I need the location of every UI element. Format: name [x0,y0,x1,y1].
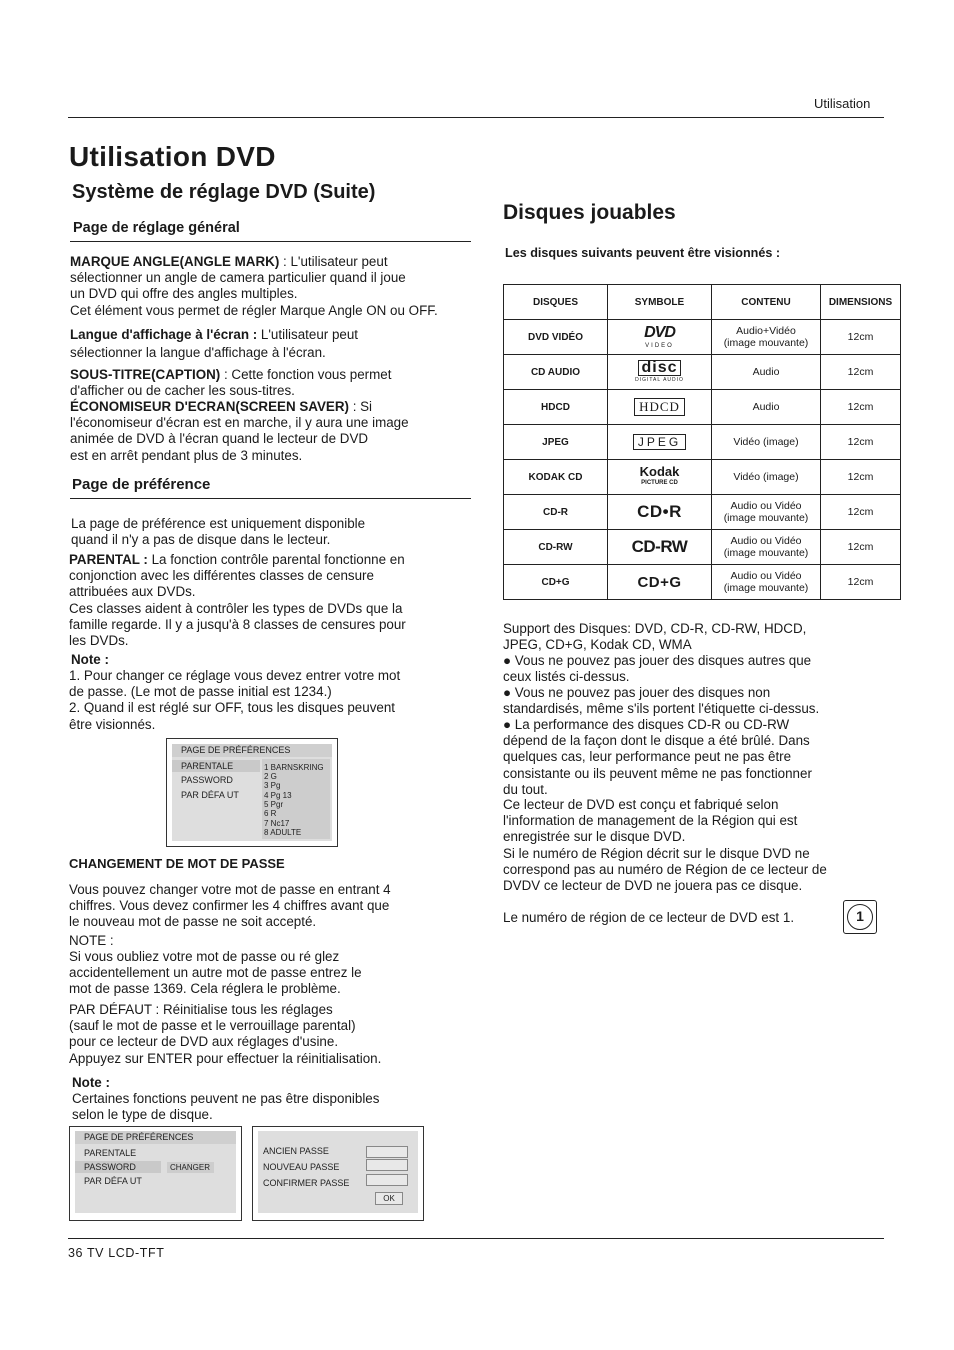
change-password-heading: CHANGEMENT DE MOT DE PASSE [69,856,285,871]
col-dimensions: DIMENSIONS [821,285,901,320]
disc-dimension: 12cm [821,355,901,390]
note3-label: Note : [72,1075,110,1090]
note3-text: Certaines fonctions peuvent ne pas être disponibles selon le type de disque. [72,1091,380,1123]
confirm-password-field[interactable] [366,1174,408,1186]
disc-name: JPEG [504,425,608,460]
preference-heading-rule [70,498,471,499]
table-row [504,565,901,600]
playable-discs-heading: Disques jouables [503,201,676,224]
menu2-title: PAGE DE PRÉFÉRENCES [84,1132,194,1142]
change-password-text: Vous pouvez changer votre mot de passe en entrant 4 chiffres. Vous devez confirmer les 4 chiffres avant que le nouveau mot de passe ne soit accepté. [69,882,391,930]
disc-table-header [504,285,901,320]
running-header: Utilisation [814,96,871,111]
default-text: PAR DÉFAUT : Réinitialise tous les réglages (sauf le mot de passe et le verrouillage parental) pour ce lecteur de DVD aux réglages d'usine. Appuyez sur ENTER pour effectuer la réinitialisation. [69,1002,382,1066]
menu1-option-6[interactable]: 6 R [264,809,277,818]
menu1-option-2[interactable]: 2 G [264,772,277,781]
sous-titre-paragraph [70,367,490,399]
parental-term: PARENTAL : [69,552,148,567]
disc-name: CD-R [504,495,608,530]
disc-content: Audio ou Vidéo (image mouvante) [712,495,821,530]
confirm-password-label: CONFIRMER PASSE [263,1178,350,1188]
new-password-label: NOUVEAU PASSE [263,1162,340,1172]
dvd-logo-icon: DVD VIDEO [608,320,712,355]
password-entry-screenshot [252,1126,424,1221]
sous-titre-term: SOUS-TITRE(CAPTION) [70,367,221,382]
supported-discs: Support des Disques: DVD, CD-R, CD-RW, HDCD, JPEG, CD+G, Kodak CD, WMA [503,621,807,653]
marque-angle-text: : L'utilisateur peut sélectionner un angle de camera particulier quand il joue un DVD qui offre des angles multiples. Cet élément vous permet de régler Marque Angle ON ou OFF. [70,254,438,318]
menu1-option-5[interactable]: 5 Pgr [264,800,284,809]
compact-disc-logo-icon: disc DIGITAL AUDIO [608,355,712,390]
note2-text: Si vous oubliez votre mot de passe ou ré glez accidentellement un autre mot de passe entrez le mot de passe 1369. Cela réglera le problème. [69,949,362,997]
disc-table [503,284,901,600]
header-rule [68,117,884,118]
password-menu-screenshot [69,1126,242,1221]
cd-r-logo-icon: CD•R [608,495,712,530]
jpeg-logo-icon: JPEG [608,425,712,460]
disc-dimension: 12cm [821,425,901,460]
disc-name: HDCD [504,390,608,425]
old-password-label: ANCIEN PASSE [263,1146,329,1156]
cd-g-logo-icon: CD+G [608,565,712,600]
table-row [504,425,901,460]
table-row [504,355,901,390]
parental-paragraph [69,552,489,649]
menu1-title: PAGE DE PRÉFÉRENCES [181,745,291,755]
disc-name: CD-RW [504,530,608,565]
menu2-item-parentale[interactable]: PARENTALE [84,1148,137,1158]
langue-term: Langue d'affichage à l'écran : [70,327,258,342]
region-number: 1 [856,908,864,924]
menu1-item-defaut[interactable]: PAR DÉFA UT [181,790,239,800]
disc-content: Audio ou Vidéo (image mouvante) [712,530,821,565]
disc-content: Audio+Vidéo (image mouvante) [712,320,821,355]
preference-intro: La page de préférence est uniquement disponible quand il n'y a pas de disque dans le lecteur. [71,516,366,548]
disc-dimension: 12cm [821,390,901,425]
disc-dimension: 12cm [821,495,901,530]
disc-content: Audio [712,390,821,425]
langue-text: L'utilisateur peut [257,327,359,342]
bullet-unsupported: ● Vous ne pouvez pas jouer des disques autres que ceux listés ci-dessus. [503,653,812,685]
hdcd-logo-icon: HDCD [608,390,712,425]
disc-content: Vidéo (image) [712,460,821,495]
cd-rw-logo-icon: CD-RW [608,530,712,565]
menu1-option-3[interactable]: 3 Pg [264,781,281,790]
table-row [504,390,901,425]
menu1-option-8[interactable]: 8 ADULTE [264,828,302,837]
table-row [504,495,901,530]
page-title: Utilisation DVD [69,141,276,172]
disc-name: DVD VIDÉO [504,320,608,355]
region-number-text: Le numéro de région de ce lecteur de DVD est 1. [503,910,795,925]
menu2-item-password[interactable]: PASSWORD [84,1162,136,1172]
page-footer: 36 TV LCD-TFT [68,1246,165,1260]
disc-name: CD AUDIO [504,355,608,390]
ok-button[interactable]: OK [375,1192,403,1205]
sous-titre-text: : Cette fonction vous permet d'afficher ou de cacher les sous-titres. [70,367,392,399]
bullet-cdr-performance: ● La performance des disques CD-R ou CD-RW dépend de la façon dont le disque a été brûlé. Dans quelques cas, leur performance peut ne pas être consistante ou ils peuvent même ne pas fonctionner du tout. [503,717,812,797]
screensaver-text: : Si l'économiseur d'écran est en marche, il y aura une image animée de DVD à l'écran quand le lecteur de DVD est en arrêt pendant plus de 3 minutes. [70,399,409,463]
general-heading-rule [70,241,471,242]
menu2-changer[interactable]: CHANGER [170,1163,211,1172]
screensaver-term: ÉCONOMISEUR D'ECRAN(SCREEN SAVER) [70,399,349,414]
disc-content: Audio ou Vidéo (image mouvante) [712,565,821,600]
old-password-field[interactable] [366,1146,408,1158]
region-management-text: Ce lecteur de DVD est conçu et fabriqué selon l'information de management de la Région qui est enregistrée sur le disque DVD. Si le numéro de Région décrit sur le disque DVD ne correspond pas au numéro de Région de ce lecteur de DVDV ce lecteur de DVD ne jouera pas ce disque. [503,797,827,894]
col-disques: DISQUES [504,285,608,320]
screensaver-paragraph [70,399,490,464]
table-row [504,460,901,495]
menu2-item-defaut[interactable]: PAR DÉFA UT [84,1176,142,1186]
disc-name: CD+G [504,565,608,600]
menu1-option-1[interactable]: 1 BARNSKRING [264,763,324,772]
note-label: Note : [71,652,109,667]
table-row [504,530,901,565]
preference-heading: Page de préférence [72,476,211,493]
disc-name: KODAK CD [504,460,608,495]
table-row [504,320,901,355]
marque-angle-term: MARQUE ANGLE(ANGLE MARK) [70,254,280,269]
note2-label: NOTE : [69,933,114,948]
disc-dimension: 12cm [821,530,901,565]
footer-rule [68,1238,884,1239]
region-globe-icon [843,900,877,934]
menu1-option-7[interactable]: 7 Nc17 [264,819,290,828]
general-heading: Page de réglage général [73,220,240,236]
note-text: 1. Pour changer ce réglage vous devez entrer votre mot de passe. (Le mot de passe initial est 1234.) 2. Quand il est réglé sur OFF, tous les disques peuvent être visionnés. [69,668,401,732]
langue-paragraph [70,327,490,343]
marque-angle-paragraph [70,254,500,319]
col-symbole: SYMBOLE [608,285,712,320]
page-subtitle: Système de réglage DVD (Suite) [72,181,376,203]
langue-text-2: sélectionner la langue d'affichage à l'écran. [70,345,326,360]
parental-text: La fonction contrôle parental fonctionne en conjonction avec les différentes classes de censure attribuées aux DVDs. Ces classes aident à contrôler les types de DVDs que la famille regarde. Il y a jusqu'à 8 classes de censures pour les DVDs. [69,552,406,649]
disc-content: Audio [712,355,821,390]
disc-dimension: 12cm [821,320,901,355]
parental-menu-screenshot [166,738,338,847]
menu1-item-parentale[interactable]: PARENTALE [181,761,234,771]
bullet-nonstandard: ● Vous ne pouvez pas jouer des disques non standardisés, même s'ils portent l'étiquette ci-dessus. [503,685,820,717]
new-password-field[interactable] [366,1159,408,1171]
menu1-option-4[interactable]: 4 Pg 13 [264,791,292,800]
disc-content: Vidéo (image) [712,425,821,460]
menu1-item-password[interactable]: PASSWORD [181,775,233,785]
kodak-logo-icon: Kodak PICTURE CD [608,460,712,495]
disc-dimension: 12cm [821,565,901,600]
col-contenu: CONTENU [712,285,821,320]
playable-discs-intro: Les disques suivants peuvent être visionnés : [505,246,781,260]
disc-dimension: 12cm [821,460,901,495]
